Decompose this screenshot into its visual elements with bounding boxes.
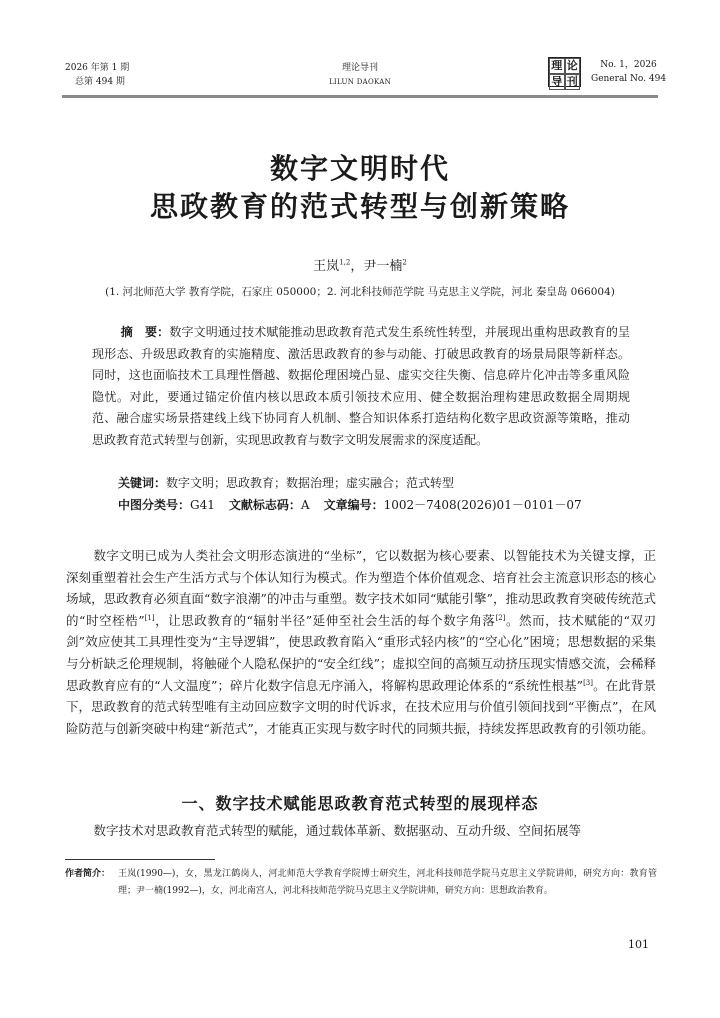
author-2: 尹一楠: [363, 259, 403, 274]
footnote-label: 作者简介：: [65, 869, 111, 879]
section-heading: 一、数字技术赋能思政教育范式转型的展现样态: [181, 794, 539, 813]
section-paragraph: 数字技术对思政教育范式转型的赋能，通过载体革新、数据驱动、互动升级、空间拓展等: [93, 823, 582, 838]
affiliations: (1. 河北师范大学 教育学院，石家庄 050000；2. 河北科技师范学院 马克思主义学院，河北 秦皇岛 066004): [105, 286, 615, 298]
author-2-affil: 2: [402, 258, 407, 267]
journal-logo-block: [548, 57, 666, 87]
journal-name-en: LILUN DAOKAN: [328, 78, 392, 86]
title-line-2: 思政教育的范式转型与创新策略: [149, 190, 570, 223]
author-1: 王岚: [313, 259, 340, 274]
citation-1[interactable]: [1]: [144, 613, 155, 622]
abstract-label: 摘 要：: [120, 325, 170, 339]
article-number-value: 1002－7408(2026)01－0101－07: [383, 497, 582, 512]
keywords-text: 数字文明；思政教育；数据治理；虚实融合；范式转型: [166, 476, 455, 490]
header-rule: [62, 95, 658, 98]
intro-paragraph: 数字文明已成为人类社会文明形态演进的“坐标”，它以数据为核心要素、以智能技术为关键支撑，正深刻重塑着社会生产生活方式与个体认知行为模式。作为塑造个体价值观念、培育社会主流意识形态的核心场域，思政教育必须直面“数字浪潮”的冲击与重塑。数字技术如同“赋能引擎”，推动思政教育突破传统范式的“时空桎梏”[1]，让思政教育的“辐射半径”延伸至社会生活的每个数字角落[2]。然而，技术赋能的“双刃剑”效应使其工具理性变为“主导逻辑”，使思政教育陷入“重形式轻内核”的“空心化”困境；思想数据的采集与分析缺乏伦理规制，将触碰个人隐私保护的“安全红线”；虚拟空间的高频互动挤压现实情感交流，会稀释思政教育应有的“人文温度”；碎片化数字信息无序涌入，将解构思政理论体系的“系统性根基”[3]。在此背景下，思政教育的范式转型唯有主动回应数字文明的时代诉求，在技术应用与价值引领间找到“平衡点”，在风险防范与创新突破中构建“新范式”，才能真正实现与数字时代的同频共振，持续发挥思政教育的引领功能。: [66, 548, 656, 736]
total-issue-en: General No. 494: [591, 74, 667, 84]
total-issue-cn: 总第 494 期: [75, 77, 125, 87]
classification: 中图分类号：G41 文献标志码：A 文章编号：1002－7408(2026)01－0101－07: [118, 497, 582, 512]
title-line-1: 数字文明时代: [269, 152, 450, 185]
issue-cn: 2026 年第 1 期: [65, 63, 130, 73]
footnote-rule: [65, 859, 215, 860]
authors: 王岚$^{1,2}$，尹一楠$^2$: [313, 258, 407, 274]
article-meta: [118, 473, 582, 516]
issue-en: No. 1，2026: [600, 60, 657, 70]
keywords-label: 关键词：: [118, 476, 167, 490]
doc-code-value: A: [300, 497, 310, 512]
clc-value: G41: [190, 497, 215, 512]
citation-3[interactable]: [3]: [583, 678, 593, 687]
article-title: [0, 150, 720, 226]
journal-name-cn: 理论导刊: [341, 63, 378, 73]
author-footnote: [65, 866, 657, 900]
abstract: [92, 322, 630, 451]
keywords: [118, 473, 582, 495]
journal-logo-icon: 理 论 导 刊: [548, 57, 581, 87]
author-1-affil: 1,2: [339, 258, 351, 267]
footnote-text: 王岚(1990—)，女，黑龙江鹤岗人，河北师范大学教育学院博士研究生，河北科技师范学院马克思主义学院讲师，研究方向：教育管理；尹一楠(1992—)，女，河北南宫人，河北科技师范学院马克思主义学院讲师，研究方向：思想政治教育。: [118, 869, 657, 896]
page-number: 101: [628, 938, 649, 951]
citation-2[interactable]: [2]: [495, 613, 506, 622]
abstract-text: 数字文明通过技术赋能推动思政教育范式发生系统性转型，并展现出重构思政教育的呈现形态、升级思政教育的实施精度、激活思政教育的参与动能、打破思政教育的场景局限等新样态。同时，这也面临技术工具理性僭越、数据伦理困境凸显、虚实交往失衡、信息碎片化冲击等多重风险隐忧。对此，要通过锚定价值内核以思政本质引领技术应用、健全数据治理构建思政数据全周期规范、融合虚实场景搭建线上线下协同育人机制、整合知识体系打造结构化数字思政资源等策略，推动思政教育范式转型与创新，实现思政教育与数字文明发展需求的深度适配。: [92, 325, 630, 447]
